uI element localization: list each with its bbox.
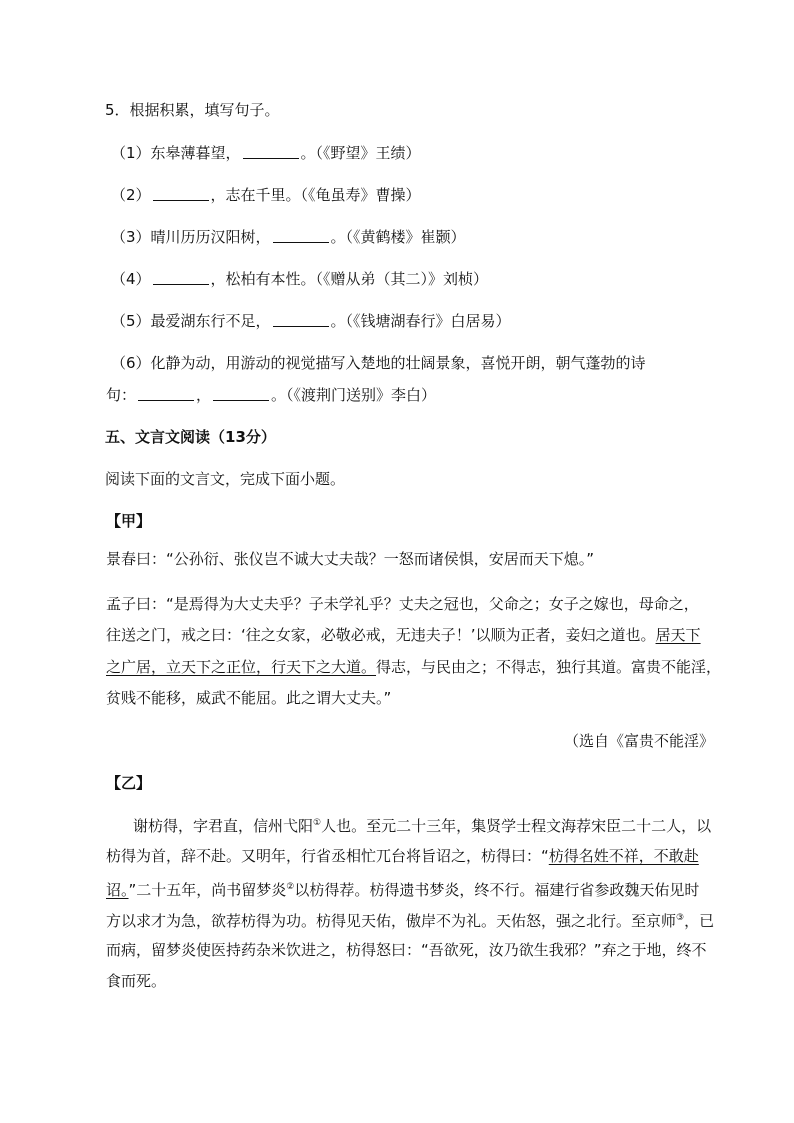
q5-item-1 <box>111 143 421 163</box>
passage-text: 以枋得荐。枋得遗书梦炎，终不行。福建行省参政魏天佑见时 <box>294 881 700 899</box>
section-5-intro: 阅读下面的文言文，完成下面小题。 <box>105 470 346 488</box>
passage-jia-p2-line-3 <box>106 657 721 677</box>
passage-yi-line-4 <box>106 908 714 931</box>
q5-item-6-prefix: 句： <box>106 386 137 404</box>
passage-yi-line-6: 食而死。 <box>106 972 167 990</box>
answer-blank[interactable] <box>153 186 209 201</box>
underlined-sentence: 枋得名姓不祥，不敢赴 <box>548 847 699 865</box>
q5-item-2-text: （2） <box>111 186 151 204</box>
passage-text: 方以求才为急，欲荐枋得为功。枋得见天佑，傲岸不为礼。天佑怒，强之北行。至京师 <box>106 912 677 930</box>
q5-item-5 <box>111 311 511 331</box>
passage-text: 得志，与民由之；不得志，独行其道。富贵不能淫， <box>376 658 722 676</box>
q5-item-1-source: 。（《野望》王绩） <box>300 144 421 162</box>
q5-item-1-text: （1）东皋薄暮望， <box>111 144 241 162</box>
q5-item-2-source: ，志在千里。（《龟虽寿》曹操） <box>210 186 421 204</box>
passage-text: 往送之门，戒之曰：‘往之女家，必敬必戒，无违夫子！’以顺为正者，妾妇之道也。 <box>106 626 656 644</box>
q5-item-4-text: （4） <box>111 270 151 288</box>
q5-item-3-text: （3）晴川历历汉阳树， <box>111 228 271 246</box>
q5-item-4-source: ，松柏有本性。（《赠从弟（其二）》刘桢） <box>210 270 489 288</box>
q5-item-4 <box>111 269 488 289</box>
q5-item-6-comma: ， <box>196 386 212 404</box>
passage-yi-line-5: 而病，留梦炎使医持药杂米饮进之，枋得怒曰：“吾欲死，汝乃欲生我邪？”弃之于地，终不 <box>106 941 707 959</box>
footnote-marker: ① <box>313 818 322 828</box>
answer-blank[interactable] <box>153 270 209 285</box>
passage-jia-label: 【甲】 <box>106 512 152 530</box>
passage-jia-source: （选自《富贵不能淫》 <box>563 732 714 750</box>
question-5-title: 5．根据积累，填写句子。 <box>105 101 280 119</box>
passage-text: ”二十五年，尚书留梦炎 <box>128 881 287 899</box>
passage-text: 枋得为首，辞不赴。又明年，行省丞相忙兀台将旨诏之，枋得曰：“ <box>106 847 549 865</box>
q5-item-6-line-2 <box>106 385 436 405</box>
q5-item-5-source: 。（《钱塘湖春行》白居易） <box>330 312 511 330</box>
q5-item-6-line-1: （6）化静为动，用游动的视觉描写入楚地的壮阔景象，喜悦开朗，朝气蓬勃的诗 <box>111 354 646 372</box>
passage-jia-p2-line-2 <box>106 625 701 645</box>
q5-item-3-source: 。（《黄鹤楼》崔颢） <box>330 228 466 246</box>
answer-blank[interactable] <box>138 386 194 401</box>
footnote-marker: ③ <box>676 913 685 923</box>
footnote-marker: ② <box>286 882 295 892</box>
passage-yi-line-2 <box>106 846 699 866</box>
answer-blank[interactable] <box>243 144 299 159</box>
q5-item-2 <box>111 185 421 205</box>
passage-yi-line-1 <box>133 813 711 836</box>
passage-text: 人也。至元二十三年，集贤学士程文海荐宋臣二十二人，以 <box>321 817 712 835</box>
passage-jia-p1: 景春曰：“公孙衍、张仪岂不诚大丈夫哉？一怒而诸侯惧，安居而天下熄。” <box>106 550 595 568</box>
underlined-sentence: 之广居，立天下之正位，行天下之大道。 <box>106 658 377 676</box>
passage-text: ，已 <box>684 912 715 930</box>
q5-item-5-text: （5）最爱湖东行不足， <box>111 312 271 330</box>
section-5-heading: 五、文言文阅读（13分） <box>105 428 276 446</box>
passage-text: 谢枋得，字君直，信州弋阳 <box>133 817 314 835</box>
q5-item-6-source: 。（《渡荆门送别》李白） <box>271 386 437 404</box>
underlined-sentence: 居天下 <box>655 626 701 644</box>
q5-item-3 <box>111 227 466 247</box>
passage-yi-label: 【乙】 <box>106 774 152 792</box>
passage-yi-line-3 <box>106 877 699 900</box>
answer-blank[interactable] <box>273 228 329 243</box>
passage-jia-p2-line-4: 贫贱不能移，威武不能屈。此之谓大丈夫。” <box>106 689 392 707</box>
answer-blank[interactable] <box>273 312 329 327</box>
underlined-sentence: 诏。 <box>106 881 129 899</box>
passage-jia-p2-line-1: 孟子曰：“是焉得为大丈夫乎？子未学礼乎？丈夫之冠也，父命之；女子之嫁也，母命之， <box>106 595 699 613</box>
answer-blank[interactable] <box>213 386 269 401</box>
